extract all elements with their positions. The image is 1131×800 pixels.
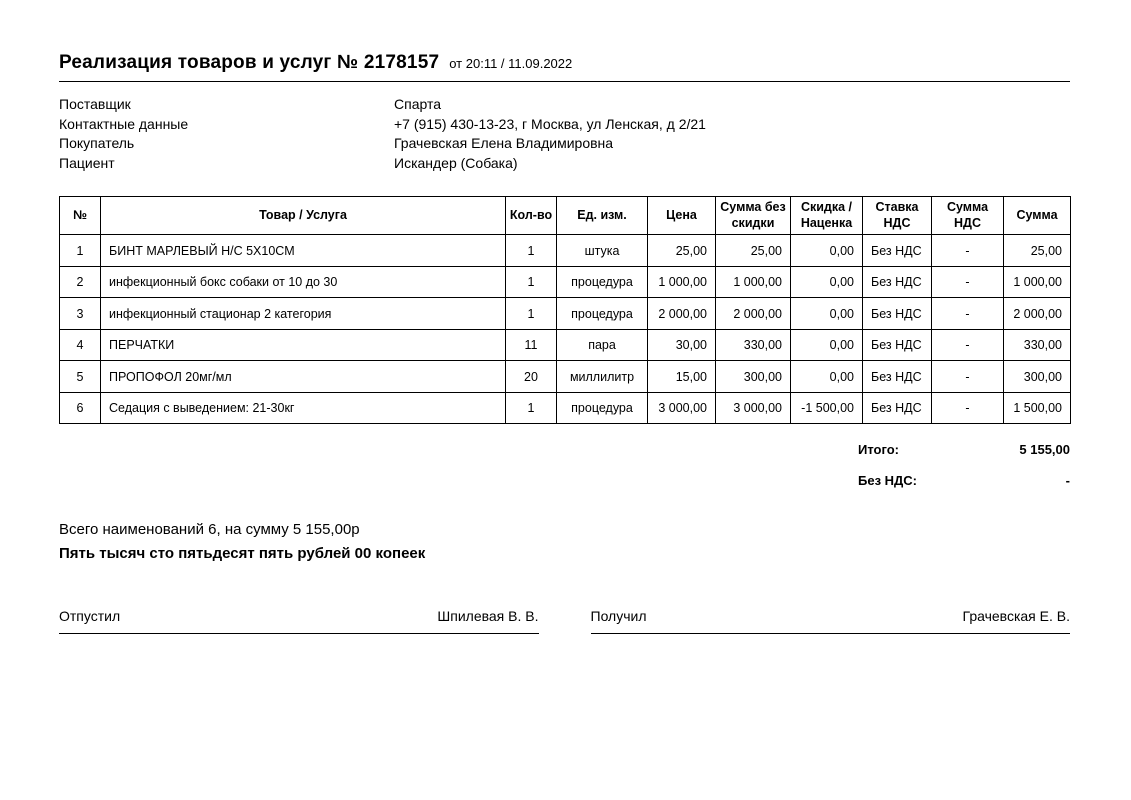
info-label: Контактные данные <box>59 115 189 132</box>
cell-product-name: БИНТ МАРЛЕВЫЙ Н/С 5Х10СМ <box>101 235 506 267</box>
table-row <box>60 329 1071 361</box>
cell-price: 3 000,00 <box>648 392 716 424</box>
document-header-info <box>59 95 1070 173</box>
summary-count-line: Всего наименований 6, на сумму 5 155,00р <box>59 521 360 539</box>
col-header-number: № <box>60 197 101 235</box>
cell-sum-before-discount: 1 000,00 <box>716 266 791 298</box>
cell-total: 2 000,00 <box>1004 298 1071 330</box>
totals-value: - <box>1065 473 1070 489</box>
signature-person-name: Грачевская Е. В. <box>962 608 1070 625</box>
cell-total: 25,00 <box>1004 235 1071 267</box>
cell-vat-rate: Без НДС <box>863 329 932 361</box>
cell-discount: 0,00 <box>791 361 863 393</box>
info-value: Искандер (Собака) <box>394 154 518 171</box>
cell-product-name: ПЕРЧАТКИ <box>101 329 506 361</box>
table-row <box>60 298 1071 330</box>
cell-quantity: 20 <box>506 361 557 393</box>
cell-unit: штука <box>557 235 648 267</box>
cell-discount: 0,00 <box>791 329 863 361</box>
totals-row <box>858 465 1070 496</box>
summary-amount-in-words: Пять тысяч сто пятьдесят пять рублей 00 копеек <box>59 545 426 563</box>
col-header-sum-before-discount: Сумма без скидки <box>716 197 791 235</box>
totals-label: Итого: <box>858 442 899 458</box>
cell-unit: миллилитр <box>557 361 648 393</box>
cell-price: 2 000,00 <box>648 298 716 330</box>
col-header-total: Сумма <box>1004 197 1071 235</box>
info-label: Поставщик <box>59 96 131 112</box>
table-row <box>60 392 1071 424</box>
cell-unit: процедура <box>557 392 648 424</box>
table-row <box>60 266 1071 298</box>
cell-number: 1 <box>60 235 101 267</box>
cell-quantity: 1 <box>506 266 557 298</box>
cell-discount: -1 500,00 <box>791 392 863 424</box>
info-row <box>59 134 1070 154</box>
col-header-unit: Ед. изм. <box>557 197 648 235</box>
cell-number: 3 <box>60 298 101 330</box>
cell-product-name: ПРОПОФОЛ 20мг/мл <box>101 361 506 393</box>
cell-vat-rate: Без НДС <box>863 235 932 267</box>
cell-vat-rate: Без НДС <box>863 266 932 298</box>
cell-number: 4 <box>60 329 101 361</box>
cell-sum-before-discount: 330,00 <box>716 329 791 361</box>
cell-quantity: 1 <box>506 392 557 424</box>
items-table-body <box>60 235 1071 424</box>
info-value: Грачевская Елена Владимировна <box>394 135 614 151</box>
info-value: +7 (915) 430-13-23, г Москва, ул Ленская, д 2/21 <box>394 115 706 132</box>
cell-vat-sum: - <box>932 392 1004 424</box>
info-value: Спарта <box>394 96 441 112</box>
header-row <box>60 197 1071 235</box>
signature-role-label: Отпустил <box>59 608 121 625</box>
col-header-quantity: Кол-во <box>506 197 557 235</box>
cell-total: 300,00 <box>1004 361 1071 393</box>
cell-number: 2 <box>60 266 101 298</box>
cell-sum-before-discount: 2 000,00 <box>716 298 791 330</box>
info-label: Пациент <box>59 154 115 171</box>
signature-line <box>59 608 539 634</box>
cell-product-name: Седация с выведением: 21-30кг <box>101 392 506 424</box>
cell-vat-sum: - <box>932 298 1004 330</box>
cell-unit: процедура <box>557 298 648 330</box>
signature-person-name: Шпилевая В. В. <box>437 608 539 625</box>
items-table-header <box>60 197 1071 235</box>
cell-sum-before-discount: 3 000,00 <box>716 392 791 424</box>
cell-total: 1 500,00 <box>1004 392 1071 424</box>
table-row <box>60 235 1071 267</box>
col-header-vat-rate: Ставка НДС <box>863 197 932 235</box>
cell-price: 25,00 <box>648 235 716 267</box>
cell-price: 1 000,00 <box>648 266 716 298</box>
totals-label: Без НДС: <box>858 473 918 489</box>
cell-vat-sum: - <box>932 361 1004 393</box>
info-row <box>59 95 1070 115</box>
col-header-vat-sum: Сумма НДС <box>932 197 1004 235</box>
cell-total: 1 000,00 <box>1004 266 1071 298</box>
info-row <box>59 115 1070 135</box>
cell-vat-rate: Без НДС <box>863 361 932 393</box>
cell-quantity: 1 <box>506 298 557 330</box>
cell-unit: процедура <box>557 266 648 298</box>
cell-price: 15,00 <box>648 361 716 393</box>
cell-number: 6 <box>60 392 101 424</box>
cell-vat-sum: - <box>932 235 1004 267</box>
col-header-discount: Скидка / Наценка <box>791 197 863 235</box>
cell-discount: 0,00 <box>791 298 863 330</box>
cell-quantity: 1 <box>506 235 557 267</box>
cell-vat-sum: - <box>932 266 1004 298</box>
page-title: Реализация товаров и услуг № 2178157 <box>59 52 440 73</box>
cell-discount: 0,00 <box>791 235 863 267</box>
cell-price: 30,00 <box>648 329 716 361</box>
totals-row <box>858 434 1070 465</box>
cell-unit: пара <box>557 329 648 361</box>
document-date: от 20:11 / 11.09.2022 <box>449 56 573 71</box>
signature-line <box>591 608 1071 634</box>
cell-sum-before-discount: 25,00 <box>716 235 791 267</box>
cell-quantity: 11 <box>506 329 557 361</box>
cell-total: 330,00 <box>1004 329 1071 361</box>
totals-value: 5 155,00 <box>1019 442 1070 458</box>
cell-sum-before-discount: 300,00 <box>716 361 791 393</box>
col-header-product: Товар / Услуга <box>101 197 506 235</box>
cell-vat-sum: - <box>932 329 1004 361</box>
signatures-block <box>59 608 1070 634</box>
cell-number: 5 <box>60 361 101 393</box>
cell-discount: 0,00 <box>791 266 863 298</box>
cell-product-name: инфекционный бокс собаки от 10 до 30 <box>101 266 506 298</box>
col-header-price: Цена <box>648 197 716 235</box>
document-title-row <box>59 52 1070 82</box>
items-table <box>59 196 1071 424</box>
cell-vat-rate: Без НДС <box>863 298 932 330</box>
totals-block <box>858 434 1070 496</box>
cell-product-name: инфекционный стационар 2 категория <box>101 298 506 330</box>
signature-role-label: Получил <box>590 608 647 625</box>
info-label: Покупатель <box>59 135 135 151</box>
cell-vat-rate: Без НДС <box>863 392 932 424</box>
info-row <box>59 154 1070 174</box>
table-row <box>60 361 1071 393</box>
summary-block <box>59 521 1070 562</box>
